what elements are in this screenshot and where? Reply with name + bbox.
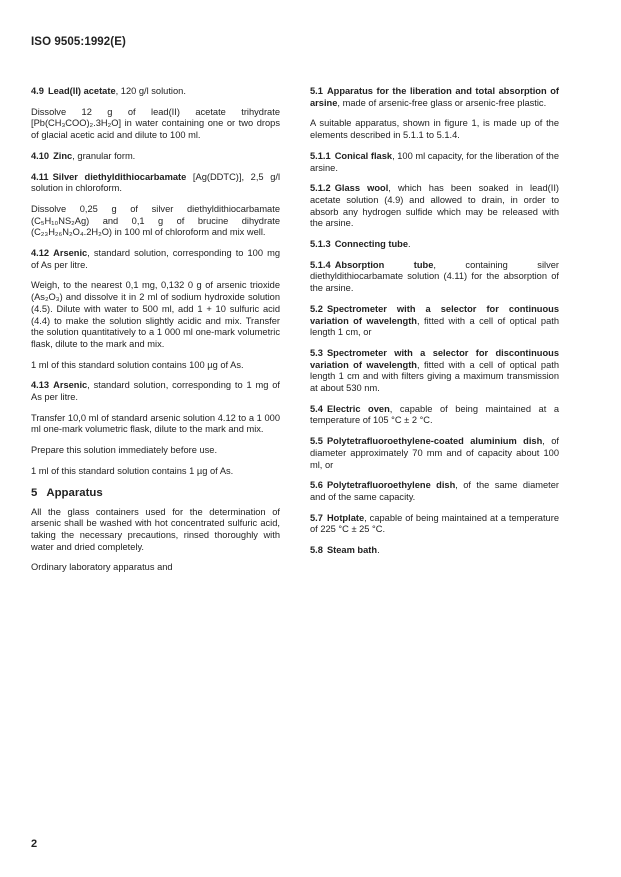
clause-number: 5.1.3 — [310, 239, 331, 250]
clause-5-7 — [310, 513, 559, 536]
clause-text: . — [408, 239, 411, 250]
section-5-continued: Ordinary laboratory apparatus and — [31, 562, 173, 573]
clause-number: 4.13 — [31, 380, 50, 391]
clause-number: 5.5 — [310, 436, 323, 447]
clause-number: 5.1.2 — [310, 183, 331, 194]
section-number: 5 — [31, 486, 38, 499]
section-title: Apparatus — [46, 486, 103, 499]
clause-5-4 — [310, 404, 559, 427]
page-number: 2 — [31, 838, 38, 850]
clause-5-1-4 — [310, 260, 559, 295]
clause-text: , containing silver diethyldithiocarbamate solution (4.11) for the absorption of the arsine. — [310, 259, 559, 294]
clause-text: , fitted with a cell of optical path length 1 cm and with filters giving a maximum transmission at about 530 nm. — [310, 359, 559, 394]
left-column — [31, 86, 280, 583]
clause-term: Steam bath — [326, 545, 378, 556]
document-header: ISO 9505:1992(E) — [31, 36, 126, 48]
clause-4-13-prepare: Prepare this solution immediately before use. — [31, 445, 218, 456]
section-5-heading — [31, 487, 280, 499]
clause-number: 5.1 — [310, 86, 323, 96]
clause-number: 5.3 — [310, 347, 323, 358]
right-column — [310, 86, 559, 566]
clause-number: 5.2 — [310, 303, 323, 314]
section-5-body: All the glass containers used for the determination of arsenic shall be washed with hot concentrated sulfuric acid, taking the necessary precautions, rinsed thoroughly with water and dried completely. — [31, 506, 280, 552]
clause-number: 4.11 — [31, 171, 49, 182]
clause-term: Electric oven — [326, 403, 390, 414]
clause-term: Arsenic — [53, 380, 88, 391]
clause-text: . — [377, 545, 380, 556]
clause-text: , which has been soaked in lead(II) acetate solution (4.9) and allowed to drain, in order to absorb any hydrogen sulfide which may be released with the arsine. — [310, 183, 559, 229]
clause-term: Spectrometer with a selector for discontinuous variation of wavelength — [310, 347, 559, 370]
clause-term: Absorption tube — [334, 259, 434, 270]
clause-number: 4.9 — [31, 86, 44, 96]
clause-term: Spectrometer with a selector for continuous variation of wavelength — [310, 303, 559, 326]
clause-number: 5.1.4 — [310, 259, 331, 270]
clause-4-11-body: Dissolve 0,25 g of silver diethyldithiocarbamate (C₅H₁₀NS₂Ag) and 0,1 g of brucine dihydrate (C₂₃H₂₆N₂O₄.2H₂O) in 100 ml of chloroform and mix well. — [31, 203, 280, 238]
clause-term: Polytetrafluoroethylene-coated aluminium dish — [326, 436, 543, 447]
clause-5-1-1 — [310, 151, 559, 174]
clause-term: Glass wool — [334, 183, 389, 194]
clause-text: , of the same diameter and of the same capacity. — [310, 480, 560, 502]
clause-text: [Ag(DDTC)], 2,5 g/l solution in chloroform. — [31, 171, 281, 194]
clause-5-8 — [310, 545, 559, 557]
clause-term: Lead(II) acetate — [47, 86, 116, 96]
clause-5-6 — [310, 480, 559, 503]
clause-5-2 — [310, 304, 559, 339]
clause-term: Apparatus for the liberation and total absorption of arsine — [310, 86, 559, 108]
clause-term: Polytetrafluoroethylene dish — [326, 480, 456, 491]
clause-text: , made of arsenic-free glass or arsenic-free plastic. — [337, 97, 547, 108]
clause-number: 5.8 — [310, 545, 323, 556]
clause-text: , fitted with a cell of optical path length 1 cm, or — [310, 315, 559, 338]
clause-4-9 — [31, 86, 280, 98]
clause-text: , granular form. — [72, 150, 136, 161]
clause-text: , standard solution, corresponding to 1 mg of As per litre. — [31, 380, 280, 403]
clause-4-13-note: 1 ml of this standard solution contains 1 µg of As. — [31, 465, 234, 476]
clause-number: 4.12 — [31, 248, 50, 259]
clause-term: Connecting tube — [334, 239, 409, 250]
clause-4-12-body: Weigh, to the nearest 0,1 mg, 0,132 0 g of arsenic trioxide (As₂O₃) and dissolve it in 2 ml of sodium hydroxide solution (4.5). Dilute with water to 500 ml, add 1 + 10 sulfuric acid (4.4) to make the solution slightly acidic and mix. Transfer the solution quantitatively to a 1 000 ml one-mark volumetric flask, dilute to the mark and mix. — [31, 280, 280, 349]
clause-text: , capable of being maintained at a temperature of 105 °C ± 2 °C. — [310, 403, 559, 426]
clause-term: Zinc — [53, 150, 73, 161]
clause-term: Silver diethyldithiocarbamate — [52, 171, 187, 182]
clause-number: 5.4 — [310, 403, 323, 414]
clause-text: , of diameter approximately 70 mm and of capacity about 100 ml, or — [310, 436, 559, 470]
clause-5-1 — [310, 86, 559, 109]
clause-term: Conical flask — [334, 150, 393, 161]
clause-text: , 100 ml capacity, for the liberation of the arsine. — [310, 150, 559, 173]
clause-term: Hotplate — [326, 512, 365, 523]
clause-4-13 — [31, 380, 280, 403]
clause-5-5 — [310, 436, 559, 471]
clause-text: , 120 g/l solution. — [115, 86, 186, 96]
clause-number: 5.1.1 — [310, 150, 331, 161]
clause-4-11 — [31, 172, 280, 195]
clause-number: 5.6 — [310, 480, 323, 491]
clause-5-1-2 — [310, 183, 559, 230]
clause-4-10 — [31, 151, 280, 163]
clause-5-1-body: A suitable apparatus, shown in figure 1, is made up of the elements described in 5.1.1 to 5.1.4. — [310, 118, 559, 141]
clause-4-13-body: Transfer 10,0 ml of standard arsenic solution 4.12 to a 1 000 ml one-mark volumetric flask, dilute to the mark and mix. — [31, 412, 280, 435]
clause-5-1-3 — [310, 239, 559, 251]
clause-text: , capable of being maintained at a temperature of 225 °C ± 25 °C. — [310, 512, 559, 535]
clause-4-9-body: Dissolve 12 g of lead(II) acetate trihydrate [Pb(CH₃COO)₂.3H₂O] in water containing one or two drops of glacial acetic acid and dilute to 100 ml. — [31, 106, 280, 141]
clause-4-12-note: 1 ml of this standard solution contains 100 µg of As. — [31, 359, 244, 370]
clause-5-3 — [310, 348, 559, 395]
clause-text: , standard solution, corresponding to 100 mg of As per litre. — [31, 248, 280, 270]
clause-number: 4.10 — [31, 150, 50, 161]
clause-4-12 — [31, 248, 280, 271]
clause-term: Arsenic — [53, 248, 88, 259]
clause-number: 5.7 — [310, 512, 323, 523]
